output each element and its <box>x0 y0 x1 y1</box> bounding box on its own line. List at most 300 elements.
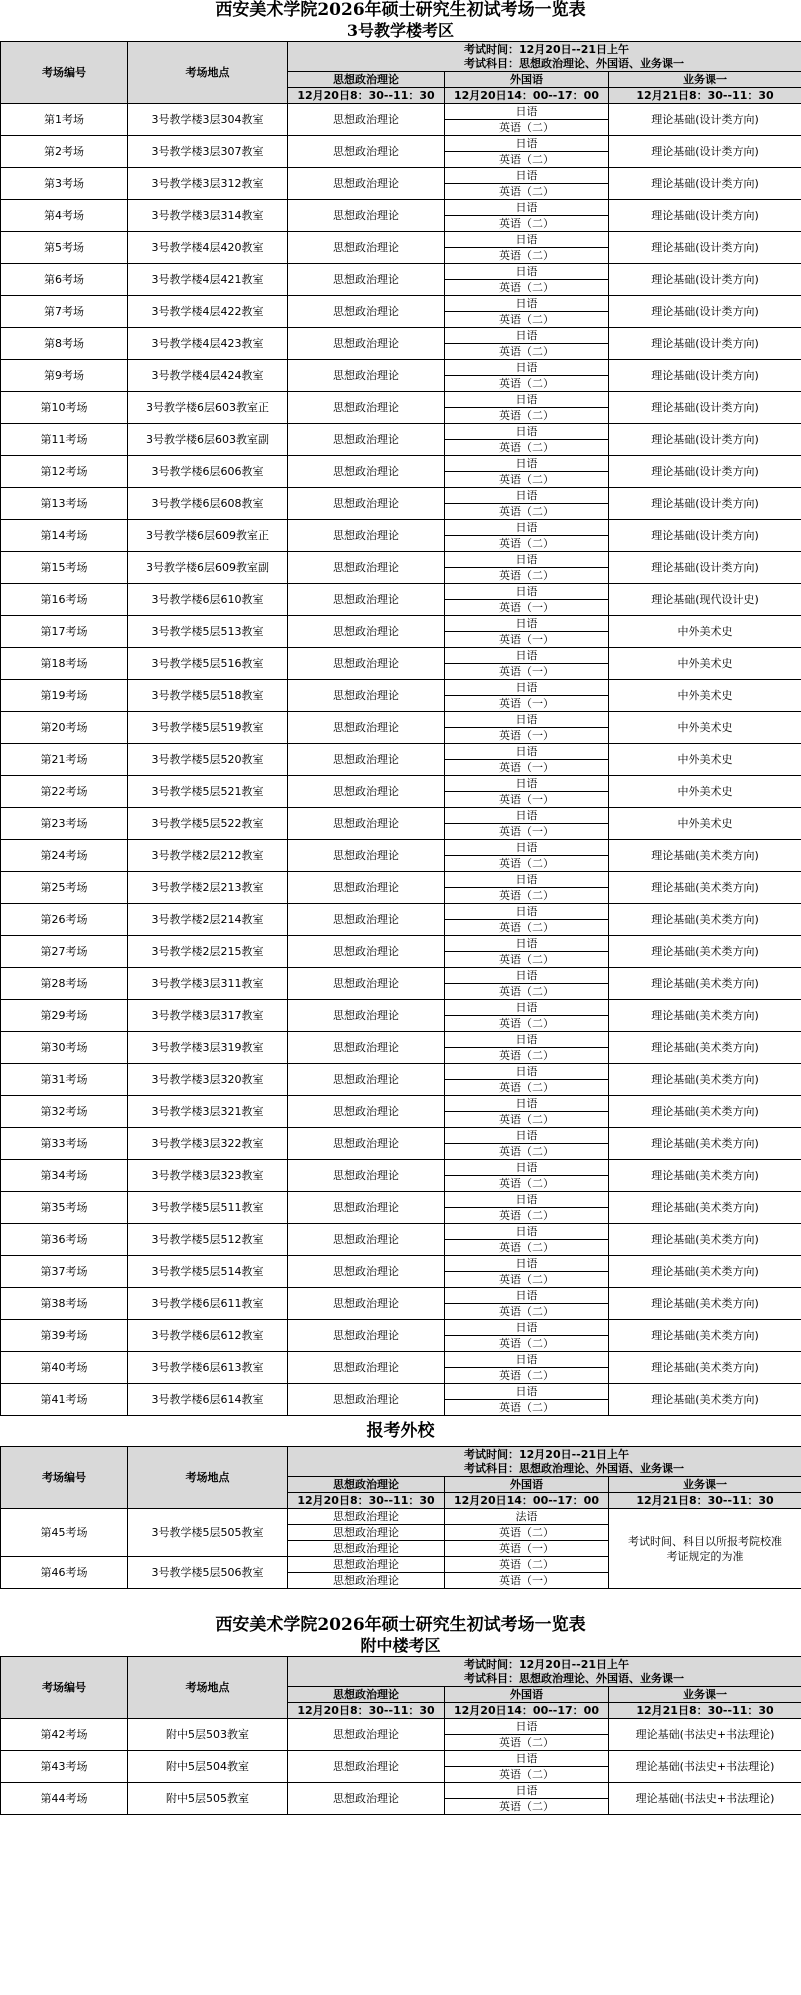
table-row <box>1 1352 801 1368</box>
major-subject: 理论基础(美术类方向) <box>609 1256 801 1288</box>
table-row <box>1 520 801 536</box>
language-option: 英语（二） <box>445 344 609 360</box>
table-row <box>1 776 801 792</box>
main-table-body <box>1 104 801 1416</box>
major-subject: 理论基础(美术类方向) <box>609 968 801 1000</box>
language-option: 英语（二） <box>445 1799 609 1815</box>
language-option: 日语 <box>445 296 609 312</box>
language-option: 日语 <box>445 392 609 408</box>
language-option: 日语 <box>445 936 609 952</box>
language-option: 英语（一） <box>445 664 609 680</box>
language-option: 日语 <box>445 1064 609 1080</box>
table-row <box>1 392 801 408</box>
language-option: 英语（二） <box>445 888 609 904</box>
politics-subject: 思想政治理论 <box>288 648 445 680</box>
language-option: 日语 <box>445 168 609 184</box>
language-option: 英语（一） <box>445 792 609 808</box>
table-row <box>1 136 801 152</box>
major-subject: 理论基础(美术类方向) <box>609 1064 801 1096</box>
room-location: 3号教学楼2层212教室 <box>128 840 288 872</box>
politics-subject: 思想政治理论 <box>288 1096 445 1128</box>
table-row <box>1 488 801 504</box>
room-location: 3号教学楼5层514教室 <box>128 1256 288 1288</box>
politics-subject: 思想政治理论 <box>288 1064 445 1096</box>
header-foreign: 外国语 <box>445 1687 609 1703</box>
affiliated-table <box>0 1656 801 1815</box>
room-location: 3号教学楼5层516教室 <box>128 648 288 680</box>
language-option: 英语（二） <box>445 408 609 424</box>
major-subject: 中外美术史 <box>609 744 801 776</box>
room-location: 3号教学楼6层603教室副 <box>128 424 288 456</box>
politics-subject: 思想政治理论 <box>288 968 445 1000</box>
politics-subject: 思想政治理论 <box>288 936 445 968</box>
language-option: 日语 <box>445 584 609 600</box>
language-option: 英语（二） <box>445 1208 609 1224</box>
language-option: 英语（二） <box>445 1525 609 1541</box>
outside-section-title: 报考外校 <box>366 1421 435 1441</box>
language-option: 日语 <box>445 648 609 664</box>
room-number: 第36考场 <box>1 1224 128 1256</box>
language-option: 英语（二） <box>445 1048 609 1064</box>
politics-subject: 思想政治理论 <box>288 520 445 552</box>
room-location: 3号教学楼3层312教室 <box>128 168 288 200</box>
language-option: 日语 <box>445 968 609 984</box>
room-number: 第14考场 <box>1 520 128 552</box>
language-option: 英语（二） <box>445 280 609 296</box>
room-number: 第17考场 <box>1 616 128 648</box>
politics-subject: 思想政治理论 <box>288 904 445 936</box>
room-number: 第23考场 <box>1 808 128 840</box>
table-row <box>1 200 801 216</box>
header-major-time: 12月21日8：30--11：30 <box>609 1703 801 1719</box>
politics-subject: 思想政治理论 <box>288 712 445 744</box>
table-row <box>1 1192 801 1208</box>
politics-subject: 思想政治理论 <box>288 1192 445 1224</box>
header-major: 业务课一 <box>609 1687 801 1703</box>
language-option: 日语 <box>445 1000 609 1016</box>
table-row <box>1 1320 801 1336</box>
outside-table <box>0 1446 801 1589</box>
header-politics-time: 12月20日8：30--11：30 <box>288 1493 445 1509</box>
major-subject: 理论基础(设计类方向) <box>609 168 801 200</box>
politics-subject: 思想政治理论 <box>288 328 445 360</box>
room-location: 3号教学楼2层214教室 <box>128 904 288 936</box>
room-location: 3号教学楼6层613教室 <box>128 1352 288 1384</box>
politics-subject: 思想政治理论 <box>288 360 445 392</box>
politics-subject: 思想政治理论 <box>288 296 445 328</box>
table-row <box>1 1160 801 1176</box>
room-number: 第37考场 <box>1 1256 128 1288</box>
major-subject: 中外美术史 <box>609 616 801 648</box>
politics-subject: 思想政治理论 <box>288 1000 445 1032</box>
room-location: 3号教学楼3层311教室 <box>128 968 288 1000</box>
room-number: 第24考场 <box>1 840 128 872</box>
language-option: 日语 <box>445 136 609 152</box>
room-number: 第43考场 <box>1 1751 128 1783</box>
politics-subject: 思想政治理论 <box>288 1384 445 1416</box>
major-subject: 理论基础(设计类方向) <box>609 104 801 136</box>
room-location: 3号教学楼5层505教室 <box>128 1509 288 1557</box>
language-option: 日语 <box>445 1751 609 1767</box>
room-number: 第34考场 <box>1 1160 128 1192</box>
language-option: 英语（二） <box>445 1112 609 1128</box>
table-row <box>1 104 801 120</box>
language-option: 英语（一） <box>445 1573 609 1589</box>
language-option: 日语 <box>445 104 609 120</box>
language-option: 英语（一） <box>445 600 609 616</box>
politics-subject: 思想政治理论 <box>288 616 445 648</box>
politics-subject: 思想政治理论 <box>288 1557 445 1573</box>
language-option: 日语 <box>445 1032 609 1048</box>
language-option: 英语（一） <box>445 760 609 776</box>
header-room-no: 考场编号 <box>1 1657 128 1719</box>
header-major: 业务课一 <box>609 1477 801 1493</box>
language-option: 英语（二） <box>445 248 609 264</box>
header-major-time: 12月21日8：30--11：30 <box>609 1493 801 1509</box>
language-option: 日语 <box>445 1128 609 1144</box>
language-option: 英语（二） <box>445 1557 609 1573</box>
table-row <box>1 1288 801 1304</box>
page-title: 西安美术学院2026年硕士研究生初试考场一览表 <box>215 0 586 20</box>
table-row <box>1 264 801 280</box>
politics-subject: 思想政治理论 <box>288 392 445 424</box>
header-foreign-time: 12月20日14：00--17：00 <box>445 88 609 104</box>
table-row <box>1 232 801 248</box>
room-location: 3号教学楼3层317教室 <box>128 1000 288 1032</box>
main-table <box>0 41 801 1416</box>
politics-subject: 思想政治理论 <box>288 424 445 456</box>
language-option: 日语 <box>445 360 609 376</box>
room-location: 3号教学楼3层321教室 <box>128 1096 288 1128</box>
exam-time-text: 考试时间：12月20日--21日上午 <box>464 42 630 56</box>
major-subject: 理论基础(现代设计史) <box>609 584 801 616</box>
room-location: 3号教学楼2层213教室 <box>128 872 288 904</box>
major-subject: 理论基础(美术类方向) <box>609 1128 801 1160</box>
table-row <box>1 648 801 664</box>
room-number: 第1考场 <box>1 104 128 136</box>
table-row <box>1 1783 801 1799</box>
language-option: 英语（一） <box>445 1541 609 1557</box>
language-option: 英语（二） <box>445 184 609 200</box>
room-location: 3号教学楼5层506教室 <box>128 1557 288 1589</box>
room-location: 3号教学楼5层513教室 <box>128 616 288 648</box>
language-option: 日语 <box>445 840 609 856</box>
room-number: 第25考场 <box>1 872 128 904</box>
header-politics: 思想政治理论 <box>288 1687 445 1703</box>
header-politics-time: 12月20日8：30--11：30 <box>288 1703 445 1719</box>
language-option: 日语 <box>445 1256 609 1272</box>
header-foreign-time: 12月20日14：00--17：00 <box>445 1493 609 1509</box>
language-option: 英语（二） <box>445 472 609 488</box>
politics-subject: 思想政治理论 <box>288 1573 445 1589</box>
major-subject: 中外美术史 <box>609 776 801 808</box>
room-location: 3号教学楼6层612教室 <box>128 1320 288 1352</box>
room-number: 第5考场 <box>1 232 128 264</box>
outside-table-body <box>1 1509 801 1589</box>
room-number: 第12考场 <box>1 456 128 488</box>
politics-subject: 思想政治理论 <box>288 1509 445 1525</box>
room-number: 第3考场 <box>1 168 128 200</box>
major-subject: 理论基础(美术类方向) <box>609 1000 801 1032</box>
politics-subject: 思想政治理论 <box>288 552 445 584</box>
major-subject: 理论基础(美术类方向) <box>609 1192 801 1224</box>
room-location: 3号教学楼6层609教室正 <box>128 520 288 552</box>
major-subject: 中外美术史 <box>609 808 801 840</box>
politics-subject: 思想政治理论 <box>288 488 445 520</box>
header-politics: 思想政治理论 <box>288 1477 445 1493</box>
politics-subject: 思想政治理论 <box>288 1256 445 1288</box>
room-location: 3号教学楼4层421教室 <box>128 264 288 296</box>
major-subject: 理论基础(美术类方向) <box>609 1224 801 1256</box>
language-option: 日语 <box>445 1352 609 1368</box>
language-option: 日语 <box>445 200 609 216</box>
language-option: 英语（二） <box>445 536 609 552</box>
header-room-no: 考场编号 <box>1 42 128 104</box>
table-row <box>1 904 801 920</box>
language-option: 英语（二） <box>445 216 609 232</box>
language-option: 日语 <box>445 1224 609 1240</box>
room-location: 3号教学楼6层614教室 <box>128 1384 288 1416</box>
table-row <box>1 360 801 376</box>
language-option: 日语 <box>445 1320 609 1336</box>
major-subject: 理论基础(美术类方向) <box>609 872 801 904</box>
language-option: 日语 <box>445 1288 609 1304</box>
room-number: 第29考场 <box>1 1000 128 1032</box>
room-number: 第39考场 <box>1 1320 128 1352</box>
room-location: 3号教学楼6层606教室 <box>128 456 288 488</box>
politics-subject: 思想政治理论 <box>288 1032 445 1064</box>
language-option: 日语 <box>445 1096 609 1112</box>
room-location: 3号教学楼3层320教室 <box>128 1064 288 1096</box>
politics-subject: 思想政治理论 <box>288 584 445 616</box>
room-number: 第2考场 <box>1 136 128 168</box>
table-row <box>1 1256 801 1272</box>
title-block <box>0 0 801 41</box>
major-subject: 理论基础(美术类方向) <box>609 904 801 936</box>
language-option: 英语（二） <box>445 1336 609 1352</box>
room-number: 第16考场 <box>1 584 128 616</box>
room-number: 第19考场 <box>1 680 128 712</box>
table-row <box>1 328 801 344</box>
language-option: 日语 <box>445 680 609 696</box>
room-location: 3号教学楼6层609教室副 <box>128 552 288 584</box>
language-option: 日语 <box>445 328 609 344</box>
table-row <box>1 1032 801 1048</box>
politics-subject: 思想政治理论 <box>288 168 445 200</box>
politics-subject: 思想政治理论 <box>288 1320 445 1352</box>
affiliated-title-block <box>0 1615 801 1656</box>
politics-subject: 思想政治理论 <box>288 680 445 712</box>
room-number: 第11考场 <box>1 424 128 456</box>
room-location: 3号教学楼5层512教室 <box>128 1224 288 1256</box>
language-option: 英语（一） <box>445 728 609 744</box>
language-option: 英语（二） <box>445 1400 609 1416</box>
major-subject: 中外美术史 <box>609 680 801 712</box>
language-option: 日语 <box>445 552 609 568</box>
room-number: 第4考场 <box>1 200 128 232</box>
room-location: 3号教学楼5层521教室 <box>128 776 288 808</box>
header-major: 业务课一 <box>609 72 801 88</box>
language-option: 法语 <box>445 1509 609 1525</box>
room-location: 3号教学楼4层422教室 <box>128 296 288 328</box>
major-subject: 理论基础(设计类方向) <box>609 328 801 360</box>
room-number: 第44考场 <box>1 1783 128 1815</box>
room-location: 3号教学楼5层520教室 <box>128 744 288 776</box>
affiliated-title: 西安美术学院2026年硕士研究生初试考场一览表 <box>215 1615 586 1635</box>
major-subject: 理论基础(设计类方向) <box>609 488 801 520</box>
room-number: 第22考场 <box>1 776 128 808</box>
room-location: 3号教学楼6层608教室 <box>128 488 288 520</box>
room-number: 第42考场 <box>1 1719 128 1751</box>
room-location: 3号教学楼3层307教室 <box>128 136 288 168</box>
room-location: 3号教学楼3层319教室 <box>128 1032 288 1064</box>
major-subject: 理论基础(美术类方向) <box>609 840 801 872</box>
major-subject: 中外美术史 <box>609 648 801 680</box>
table-row <box>1 744 801 760</box>
room-number: 第21考场 <box>1 744 128 776</box>
politics-subject: 思想政治理论 <box>288 1224 445 1256</box>
room-number: 第30考场 <box>1 1032 128 1064</box>
language-option: 英语（二） <box>445 1767 609 1783</box>
politics-subject: 思想政治理论 <box>288 1352 445 1384</box>
language-option: 日语 <box>445 520 609 536</box>
politics-subject: 思想政治理论 <box>288 744 445 776</box>
language-option: 英语（一） <box>445 824 609 840</box>
exam-subjects-text: 考试科目：思想政治理论、外国语、业务课一 <box>464 1461 684 1475</box>
room-number: 第38考场 <box>1 1288 128 1320</box>
room-location: 附中5层505教室 <box>128 1783 288 1815</box>
room-number: 第7考场 <box>1 296 128 328</box>
header-location: 考场地点 <box>128 1657 288 1719</box>
header-location: 考场地点 <box>128 42 288 104</box>
table-row <box>1 1096 801 1112</box>
language-option: 日语 <box>445 1160 609 1176</box>
politics-subject: 思想政治理论 <box>288 200 445 232</box>
room-location: 3号教学楼3层322教室 <box>128 1128 288 1160</box>
table-row <box>1 680 801 696</box>
affiliated-subtitle: 附中楼考区 <box>360 1636 441 1655</box>
politics-subject: 思想政治理论 <box>288 1525 445 1541</box>
page-subtitle: 3号教学楼考区 <box>346 21 455 40</box>
language-option: 英语（二） <box>445 1735 609 1751</box>
language-option: 日语 <box>445 1783 609 1799</box>
room-location: 3号教学楼4层424教室 <box>128 360 288 392</box>
table-row <box>1 968 801 984</box>
language-option: 日语 <box>445 744 609 760</box>
language-option: 日语 <box>445 1719 609 1735</box>
language-option: 日语 <box>445 1384 609 1400</box>
politics-subject: 思想政治理论 <box>288 232 445 264</box>
major-subject: 理论基础(设计类方向) <box>609 232 801 264</box>
politics-subject: 思想政治理论 <box>288 808 445 840</box>
header-foreign-time: 12月20日14：00--17：00 <box>445 1703 609 1719</box>
language-option: 日语 <box>445 488 609 504</box>
language-option: 英语（二） <box>445 920 609 936</box>
major-subject: 理论基础(美术类方向) <box>609 1288 801 1320</box>
language-option: 日语 <box>445 424 609 440</box>
politics-subject: 思想政治理论 <box>288 872 445 904</box>
language-option: 日语 <box>445 232 609 248</box>
language-option: 英语（二） <box>445 1304 609 1320</box>
language-option: 英语（二） <box>445 1016 609 1032</box>
table-row <box>1 456 801 472</box>
table-row <box>1 1128 801 1144</box>
table-row <box>1 1719 801 1735</box>
room-location: 3号教学楼4层423教室 <box>128 328 288 360</box>
language-option: 英语（二） <box>445 984 609 1000</box>
room-number: 第41考场 <box>1 1384 128 1416</box>
header-foreign: 外国语 <box>445 1477 609 1493</box>
politics-subject: 思想政治理论 <box>288 1783 445 1815</box>
language-option: 英语（二） <box>445 376 609 392</box>
room-number: 第35考场 <box>1 1192 128 1224</box>
major-subject: 理论基础(书法史+书法理论) <box>609 1751 801 1783</box>
language-option: 英语（二） <box>445 1240 609 1256</box>
room-location: 3号教学楼3层314教室 <box>128 200 288 232</box>
politics-subject: 思想政治理论 <box>288 456 445 488</box>
affiliated-table-body <box>1 1719 801 1815</box>
room-location: 3号教学楼5层522教室 <box>128 808 288 840</box>
table-row <box>1 1384 801 1400</box>
major-subject: 理论基础(美术类方向) <box>609 1320 801 1352</box>
room-location: 3号教学楼2层215教室 <box>128 936 288 968</box>
major-subject: 中外美术史 <box>609 712 801 744</box>
major-subject: 理论基础(美术类方向) <box>609 1032 801 1064</box>
politics-subject: 思想政治理论 <box>288 1719 445 1751</box>
table-row <box>1 424 801 440</box>
major-subject: 理论基础(设计类方向) <box>609 392 801 424</box>
politics-subject: 思想政治理论 <box>288 1128 445 1160</box>
major-subject: 理论基础(美术类方向) <box>609 936 801 968</box>
room-number: 第33考场 <box>1 1128 128 1160</box>
language-option: 日语 <box>445 776 609 792</box>
table-row <box>1 584 801 600</box>
room-number: 第9考场 <box>1 360 128 392</box>
room-number: 第18考场 <box>1 648 128 680</box>
major-subject: 理论基础(设计类方向) <box>609 264 801 296</box>
room-number: 第28考场 <box>1 968 128 1000</box>
language-option: 英语（二） <box>445 1176 609 1192</box>
politics-subject: 思想政治理论 <box>288 1160 445 1192</box>
room-number: 第32考场 <box>1 1096 128 1128</box>
table-row <box>1 1224 801 1240</box>
language-option: 英语（二） <box>445 312 609 328</box>
room-number: 第26考场 <box>1 904 128 936</box>
exam-time-text: 考试时间：12月20日--21日上午 <box>464 1447 630 1461</box>
exam-subjects-text: 考试科目：思想政治理论、外国语、业务课一 <box>464 1671 684 1685</box>
major-subject: 理论基础(设计类方向) <box>609 552 801 584</box>
table-row <box>1 712 801 728</box>
room-number: 第27考场 <box>1 936 128 968</box>
room-number: 第20考场 <box>1 712 128 744</box>
language-option: 英语（二） <box>445 504 609 520</box>
language-option: 英语（二） <box>445 440 609 456</box>
politics-subject: 思想政治理论 <box>288 104 445 136</box>
major-subject: 理论基础(设计类方向) <box>609 360 801 392</box>
major-subject: 理论基础(设计类方向) <box>609 200 801 232</box>
language-option: 英语（一） <box>445 696 609 712</box>
major-subject: 理论基础(书法史+书法理论) <box>609 1783 801 1815</box>
language-option: 日语 <box>445 264 609 280</box>
room-location: 3号教学楼3层323教室 <box>128 1160 288 1192</box>
room-number: 第45考场 <box>1 1509 128 1557</box>
language-option: 日语 <box>445 808 609 824</box>
table-row <box>1 840 801 856</box>
table-row <box>1 296 801 312</box>
room-location: 3号教学楼5层511教室 <box>128 1192 288 1224</box>
major-subject: 理论基础(设计类方向) <box>609 296 801 328</box>
header-location: 考场地点 <box>128 1447 288 1509</box>
